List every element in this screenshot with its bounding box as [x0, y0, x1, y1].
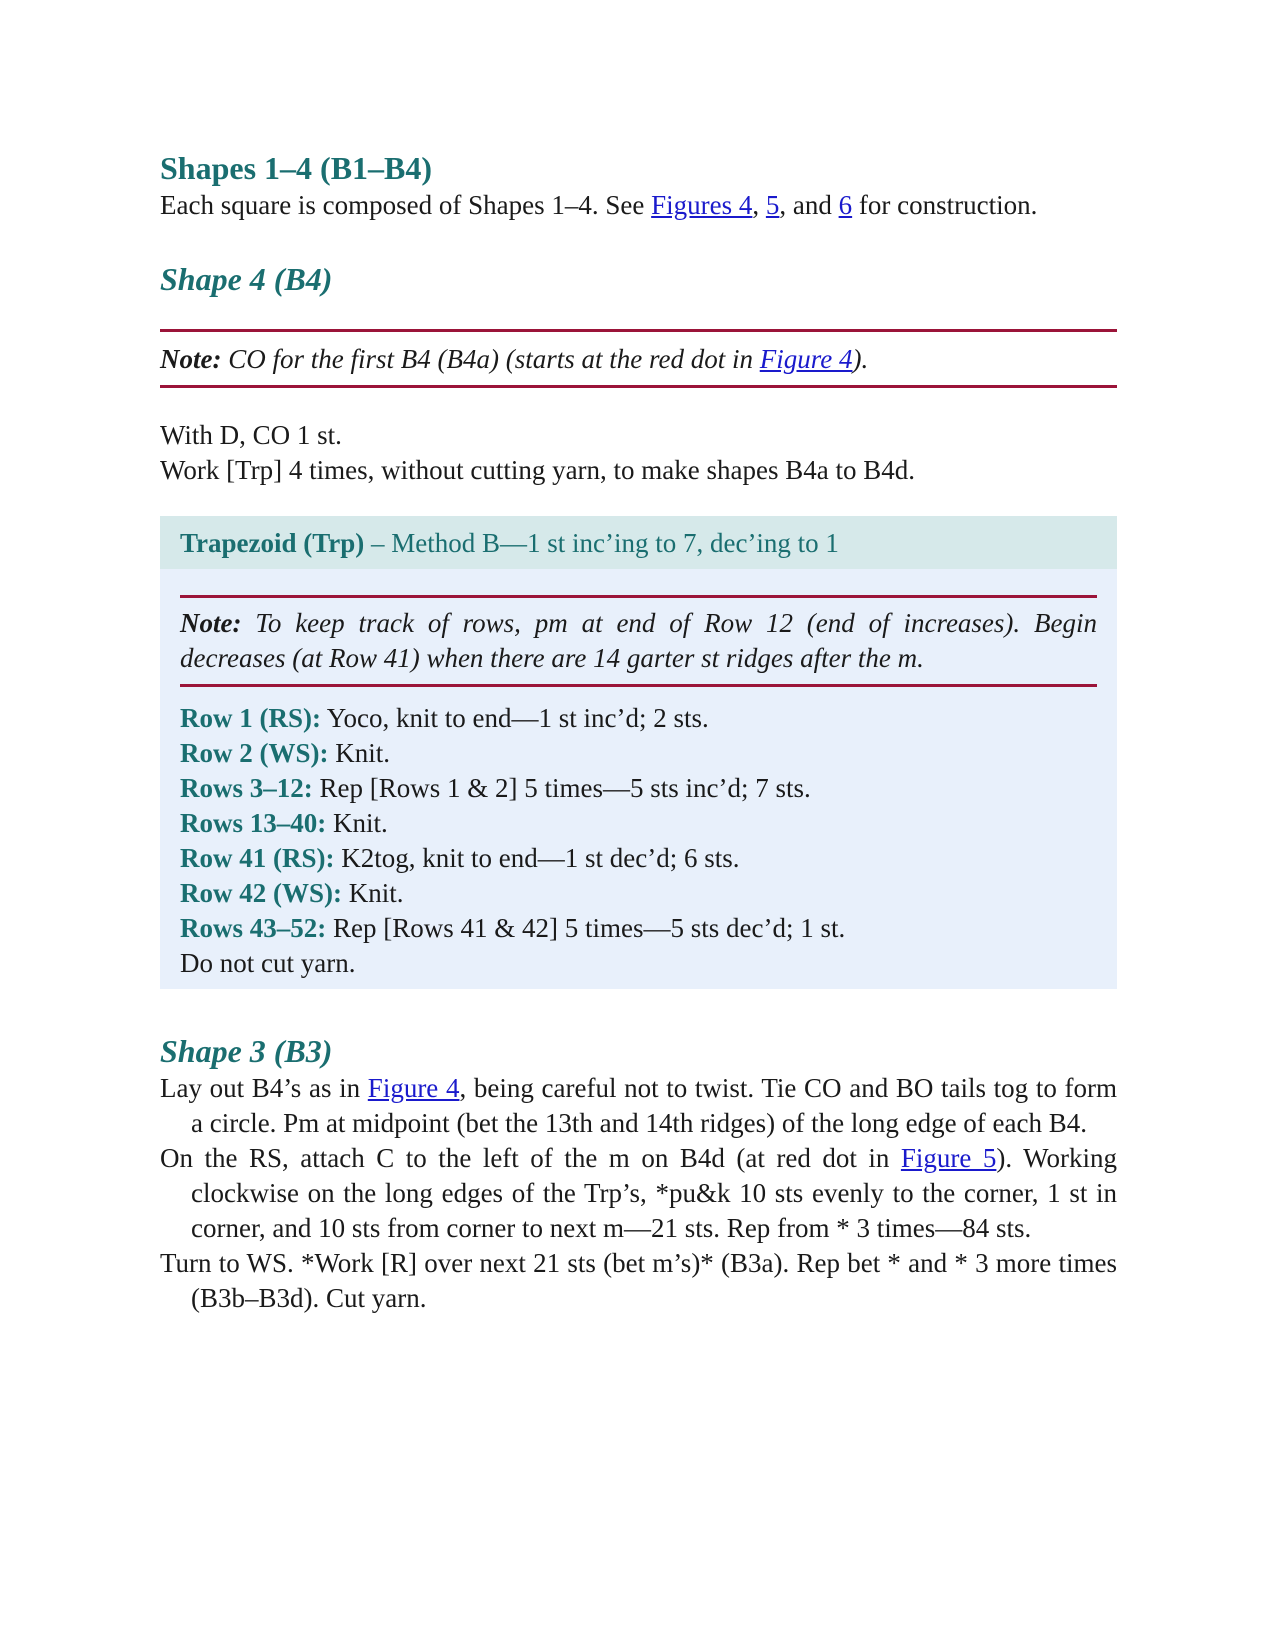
trapezoid-method: – Method B—1 st inc’ing to 7, dec’ing to 1 [364, 528, 839, 558]
row-text: Knit. [328, 738, 391, 768]
cast-on-line: With D, CO 1 st. [160, 420, 342, 450]
p2-text-a: On the RS, attach C to the left of the m on B4d (at red dot in [160, 1143, 901, 1173]
row-text: Rep [Rows 41 & 42] 5 times—5 sts dec’d; 1 st. [326, 913, 846, 943]
section-heading-shape-4: Shape 4 (B4) [160, 261, 333, 297]
row-instruction [180, 841, 1097, 876]
row-instruction [180, 771, 1097, 806]
row-instructions [180, 701, 1097, 946]
box-note-bottom-rule [180, 684, 1097, 687]
box-note [180, 598, 1097, 684]
note-end: ). [852, 344, 869, 374]
figure-4-note-link[interactable]: Figure 4 [759, 344, 853, 374]
row-instruction [180, 876, 1097, 911]
note-block-b4 [160, 329, 1117, 388]
trapezoid-title: Trapezoid (Trp) [180, 528, 365, 558]
row-instruction [180, 911, 1097, 946]
intro-sep-and: , and [779, 190, 839, 220]
row-label: Rows 43–52: [180, 913, 327, 943]
p1-text-b: , being careful not to twist. Tie CO and BO tails tog to form a circle. Pm at midpoint (bet the 13th and 14th ridges) of the long edge of each B4. [191, 1073, 1117, 1138]
row-instruction [180, 806, 1097, 841]
row-label: Row 1 (RS): [180, 703, 321, 733]
section-heading-shape-3: Shape 3 (B3) [160, 1033, 333, 1069]
row-text: K2tog, knit to end—1 st dec’d; 6 sts. [334, 843, 740, 873]
attach-paragraph [160, 1141, 1117, 1246]
intro-text: Each square is composed of Shapes 1–4. See [160, 190, 652, 220]
trapezoid-box-body [160, 569, 1117, 989]
turn-paragraph: Turn to WS. *Work [R] over next 21 sts (bet m’s)* (B3a). Rep bet * and * 3 more times (B3b–B3d). Cut yarn. [160, 1248, 1117, 1313]
box-note-label: Note: [180, 608, 242, 638]
note-b4-text [160, 332, 1117, 385]
intro-sep: , [752, 190, 766, 220]
row-label: Rows 13–40: [180, 808, 327, 838]
figure-4-link-b3[interactable]: Figure 4 [367, 1073, 460, 1103]
trapezoid-box [160, 516, 1117, 989]
row-instruction [180, 701, 1097, 736]
row-label: Row 41 (RS): [180, 843, 335, 873]
note-bottom-rule [160, 385, 1117, 388]
row-text: Knit. [342, 878, 404, 908]
intro-text-end: for construction. [852, 190, 1038, 220]
figure-5-link[interactable]: 5 [765, 190, 780, 220]
row-label: Row 2 (WS): [180, 738, 329, 768]
figures-4-link[interactable]: Figures 4 [651, 190, 753, 220]
figure-5-link-b3[interactable]: Figure 5 [900, 1143, 997, 1173]
row-instruction [180, 736, 1097, 771]
work-trp-line: Work [Trp] 4 times, without cutting yarn, to make shapes B4a to B4d. [160, 455, 915, 485]
trapezoid-box-header [160, 516, 1117, 569]
row-label: Row 42 (WS): [180, 878, 342, 908]
row-text: Yoco, knit to end—1 st inc’d; 2 sts. [321, 703, 709, 733]
box-note-text: To keep track of rows, pm at end of Row 12 (end of increases). Begin decreases (at Row 41) when there are 14 garter st ridges after the m. [180, 608, 1097, 673]
figure-6-link[interactable]: 6 [838, 190, 853, 220]
p1-text-a: Lay out B4’s as in [160, 1073, 368, 1103]
shapes-intro-paragraph [160, 188, 1117, 223]
row-text: Rep [Rows 1 & 2] 5 times—5 sts inc’d; 7 sts. [312, 773, 811, 803]
lay-out-paragraph [160, 1071, 1117, 1141]
row-label: Rows 3–12: [180, 773, 313, 803]
p2-text-b: ). Working clockwise on the long edges of the Trp’s, *pu&k 10 sts evenly to the corner, 1 st in corner, and 10 sts from corner to next m—21 sts. Rep from * 3 times—84 sts. [191, 1143, 1117, 1243]
row-text: Knit. [326, 808, 388, 838]
note-body: CO for the first B4 (B4a) (starts at the red dot in [221, 344, 760, 374]
closing-line: Do not cut yarn. [180, 948, 356, 978]
section-heading-shapes-1-4: Shapes 1–4 (B1–B4) [160, 150, 433, 186]
page-content [160, 148, 1117, 1316]
note-label: Note: [160, 344, 222, 374]
